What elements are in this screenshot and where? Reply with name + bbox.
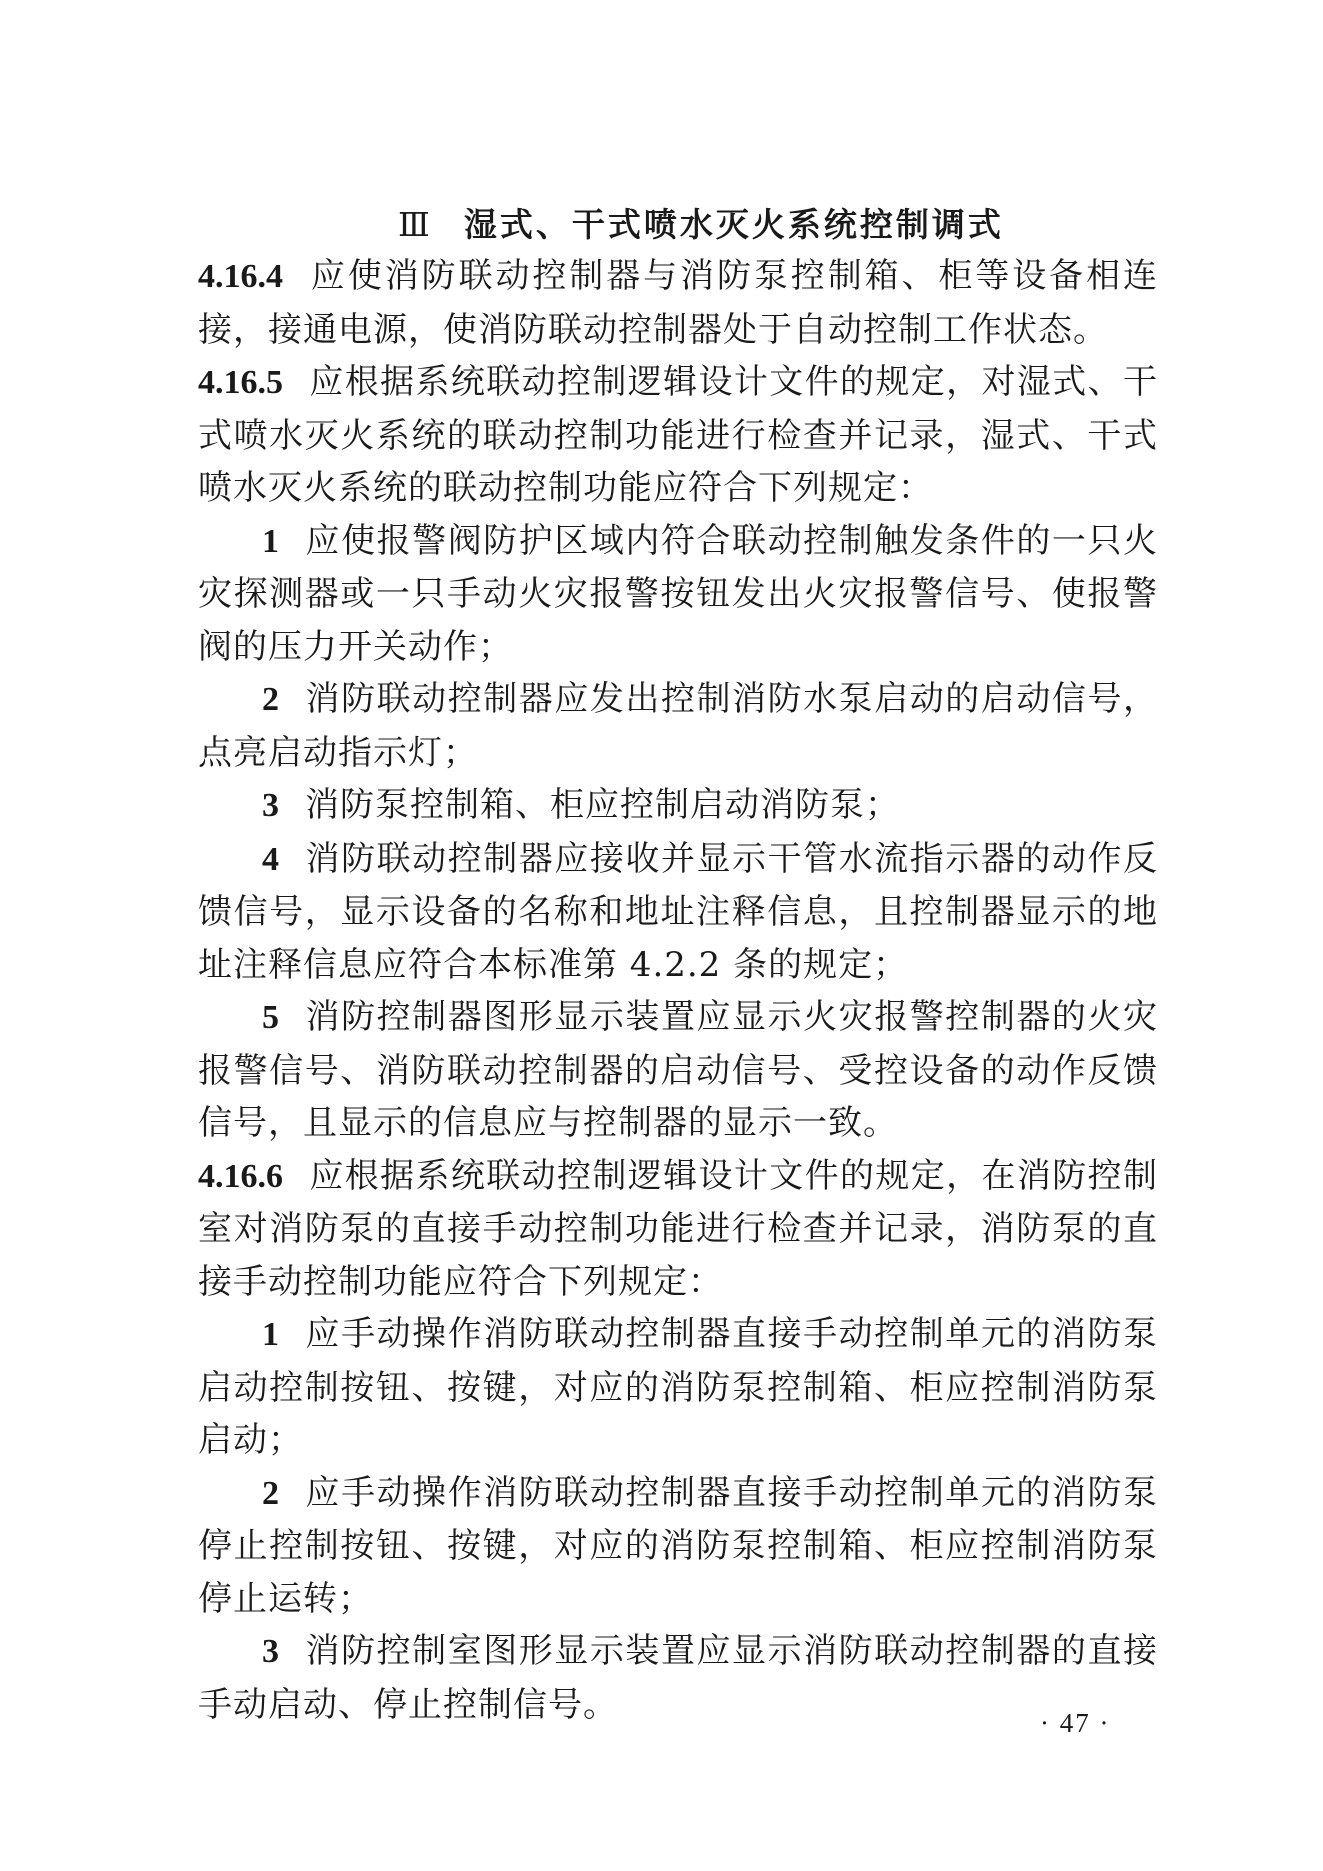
list-item <box>198 779 1158 833</box>
list-item <box>198 515 1158 674</box>
item-number: 1 <box>262 1316 279 1353</box>
clause-text: 应根据系统联动控制逻辑设计文件的规定，在消防控制室对消防泵的直接手动控制功能进行检查并记录，消防泵的直接手动控制功能应符合下列规定： <box>198 1155 1158 1302</box>
list-item <box>198 1467 1158 1626</box>
item-number: 4 <box>262 840 279 878</box>
list-item <box>198 991 1158 1150</box>
item-text: 消防联动控制器应接收并显示干管水流指示器的动作反馈信号，显示设备的名称和地址注释信息，且控制器显示的地址注释信息应符合本标准第 4.2.2 条的规定； <box>198 838 1158 985</box>
page-number: · 47 · <box>1040 1708 1111 1738</box>
clause-text: 应使消防联动控制器与消防泵控制箱、柜等设备相连接，接通电源，使消防联动控制器处于自动控制工作状态。 <box>198 256 1158 350</box>
section-title: 湿式、干式喷水灭火系统控制调式 <box>463 205 1004 244</box>
item-number: 5 <box>262 999 279 1036</box>
item-number: 2 <box>262 681 279 718</box>
clause-number: 4.16.5 <box>198 364 283 401</box>
item-text: 消防控制器图形显示装置应显示火灾报警控制器的火灾报警信号、消防联动控制器的启动信号、受控设备的动作反馈信号，且显示的信息应与控制器的显示一致。 <box>198 997 1158 1143</box>
clause-4-16-6 <box>198 1150 1158 1309</box>
clause-number: 4.16.6 <box>198 1157 283 1195</box>
clause-4-16-4 <box>198 250 1158 356</box>
list-item <box>198 1308 1158 1467</box>
item-number: 3 <box>262 787 279 824</box>
item-text: 消防控制室图形显示装置应显示消防联动控制器的直接手动启动、停止控制信号。 <box>198 1631 1158 1725</box>
item-text: 消防泵控制箱、柜应控制启动消防泵； <box>305 785 900 825</box>
clause-number: 4.16.4 <box>198 258 283 295</box>
page-content <box>198 200 1158 1731</box>
item-text: 消防联动控制器应发出控制消防水泵启动的启动信号，点亮启动指示灯； <box>198 679 1158 773</box>
item-text: 应手动操作消防联动控制器直接手动控制单元的消防泵启动控制按钮、按键，对应的消防泵控制箱、柜应控制消防泵启动； <box>198 1314 1158 1460</box>
clause-text: 应根据系统联动控制逻辑设计文件的规定，对湿式、干式喷水灭火系统的联动控制功能进行检查并记录，湿式、干式喷水灭火系统的联动控制功能应符合下列规定： <box>198 362 1158 508</box>
list-item <box>198 1625 1158 1731</box>
item-text: 应手动操作消防联动控制器直接手动控制单元的消防泵停止控制按钮、按键，对应的消防泵控制箱、柜应控制消防泵停止运转； <box>198 1472 1158 1619</box>
item-text: 应使报警阀防护区域内符合联动控制触发条件的一只火灾探测器或一只手动火灾报警按钮发出火灾报警信号、使报警阀的压力开关动作； <box>198 520 1158 667</box>
item-number: 2 <box>262 1474 279 1512</box>
clause-4-16-5 <box>198 356 1158 515</box>
list-item <box>198 833 1158 992</box>
section-heading <box>198 200 1158 250</box>
list-item <box>198 673 1158 779</box>
item-number: 3 <box>262 1633 279 1670</box>
item-number: 1 <box>262 522 279 560</box>
section-numeral: Ⅲ <box>398 205 430 244</box>
